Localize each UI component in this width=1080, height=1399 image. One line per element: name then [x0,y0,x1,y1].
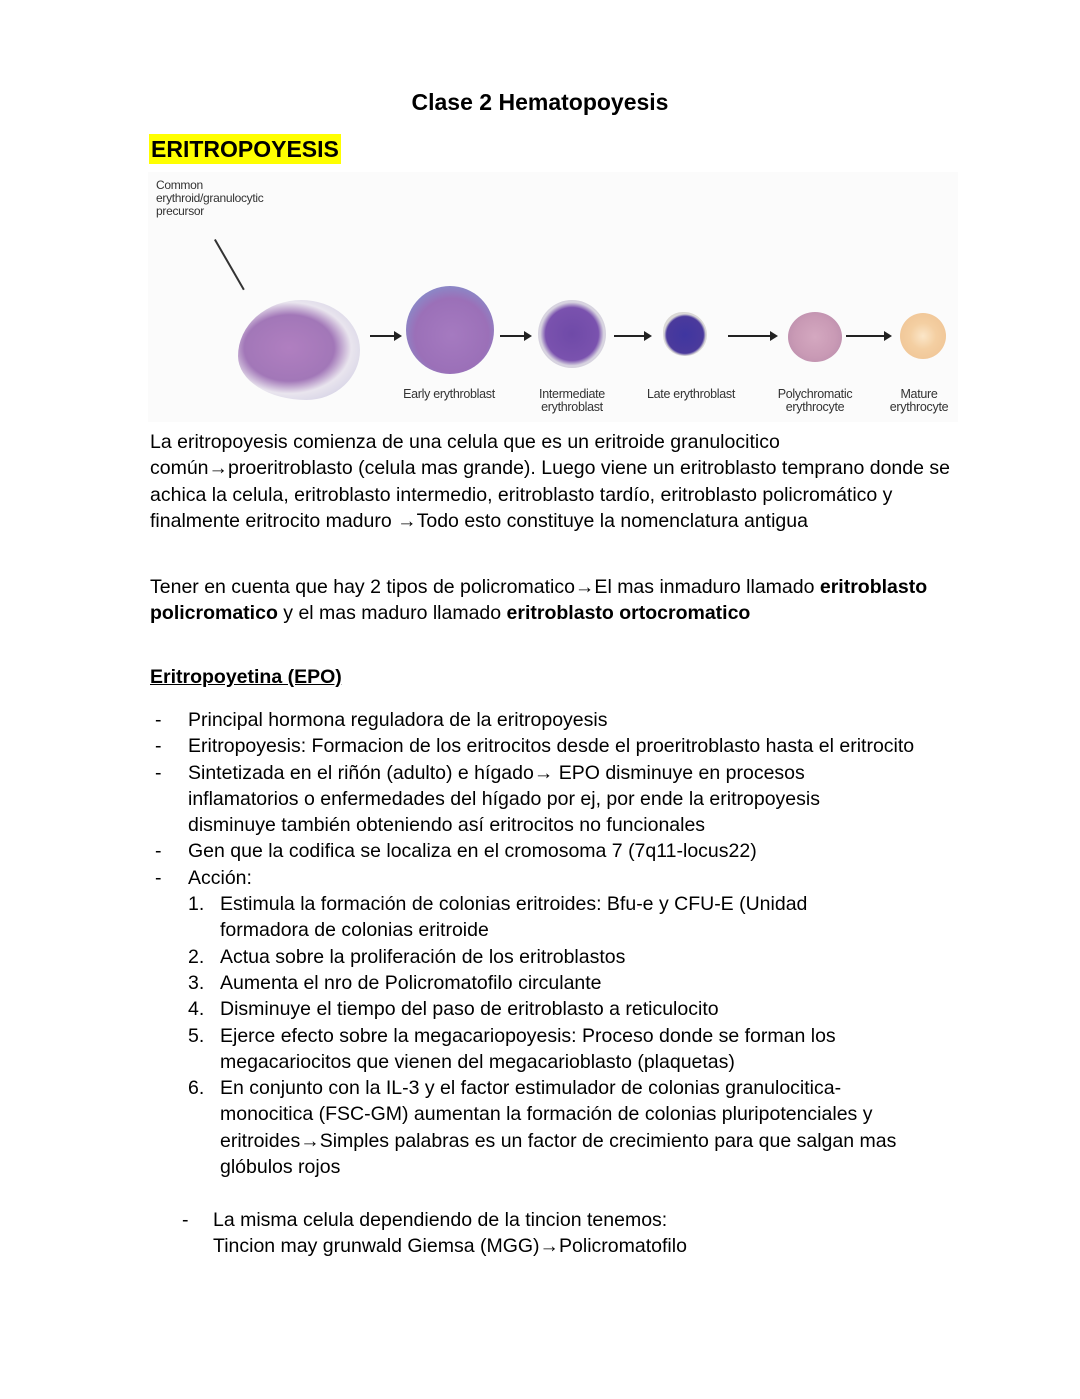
staining-note [176,1207,936,1260]
erythropoiesis-figure [148,172,958,422]
item-number: 2. [188,945,205,968]
action-item [188,996,933,1022]
list-item-text: Gen que la codifica se localiza en el cromosoma 7 (7q11-locus22) [188,840,757,863]
dash-bullet: - [155,709,162,731]
action-text: En conjunto con la IL-3 y el factor estimulador de colonias granulocitica-monocitica (FSC-GM) aumentan la formación de colonias pluripotenciales y eritroides→Simples palabras es un factor de crecimiento para que salgan mas glóbulos rojos [220,1077,897,1179]
early-erythroblast-image [406,286,494,374]
list-item-text: Eritropoyesis: Formacion de los eritrocitos desde el proeritroblasto hasta el eritrocito [188,735,915,758]
list-item [150,760,950,839]
precursor-label [156,179,263,218]
page-title-text: Clase 2 Hematopoyesis [411,89,669,115]
note-text: y el mas maduro llamado [277,602,507,625]
epo-heading: Eritropoyetina (EPO) [150,666,342,688]
item-number: 4. [188,998,205,1021]
precursor-cell-image [238,300,360,400]
caption-line: erythrocyte [889,400,949,414]
term-eritroblasto-policromatico: eritroblasto policromatico [150,576,928,625]
action-text: Ejerce efecto sobre la megacariopoyesis: Proceso donde se forman los megacariocitos que vienen del megacarioblasto (plaquetas) [220,1024,836,1073]
caption-line: Polychromatic [777,387,853,401]
list-item [150,838,950,864]
precursor-label-line: precursor [156,204,204,218]
arrow-icon [846,335,890,337]
arrow-icon [614,335,650,337]
action-numbered-list [188,891,933,1180]
polychromatic-erythrocyte-caption [762,388,868,414]
list-item [150,733,950,759]
precursor-label-line: erythroid/granulocytic [156,191,264,205]
action-item [188,1075,933,1180]
arrow-icon [500,335,530,337]
caption-line: erythroblast [541,400,603,414]
late-erythroblast-image [663,312,707,356]
note-paragraph [150,574,950,627]
polychromatic-erythrocyte-image [788,312,842,362]
action-text: Disminuye el tiempo del paso de eritroblasto a reticulocito [220,998,719,1021]
action-text: Aumenta el nro de Policromatofilo circulante [220,971,602,994]
action-text: Estimula la formación de colonias eritroides: Bfu-e y CFU-E (Unidad formadora de colonias eritroide [220,893,808,942]
late-erythroblast-caption: Late erythroblast [646,387,735,401]
note-text: Tener en cuenta que hay 2 tipos de policromatico→El mas inmaduro llamado [150,576,820,598]
action-item [188,970,933,996]
item-number: 6. [188,1077,205,1100]
section-heading-eritropoyesis: ERITROPOYESIS [151,136,339,162]
precursor-label-line: Common [156,178,203,192]
item-number: 1. [188,893,205,916]
list-item-text: Sintetizada en el riñón (adulto) e hígado→ EPO disminuye en procesos inflamatorios o enfermedades del hígado por ej, por ende la eritropoyesis disminuye también obteniendo así eritrocitos no funcionales [188,761,820,837]
list-item [150,707,950,733]
mature-erythrocyte-image [900,313,946,359]
caption-line: Intermediate [539,387,605,401]
list-item-text: Principal hormona reguladora de la eritropoyesis [188,709,608,731]
intermediate-erythroblast-caption [522,388,622,414]
intermediate-erythroblast-image [538,300,606,368]
mature-erythrocyte-caption [878,388,960,414]
dash-bullet: - [155,735,162,758]
caption-line: Mature [900,387,938,401]
intro-paragraph: La eritropoyesis comienza de una celula que es un eritroide granulocitico común→proeritroblasto (celula mas grande). Luego viene un eritroblasto temprano donde se achica la celula, eritroblasto intermedio, eritroblasto tardío, eritroblasto policromático y finalmente eritrocito maduro →Todo esto constituye la nomenclatura antigua [150,431,950,532]
pointer-line [214,239,245,290]
caption-line: erythrocyte [785,400,845,414]
action-item [188,1023,933,1076]
action-text: Actua sobre la proliferación de los eritroblastos [220,945,626,968]
action-item [188,891,933,944]
dash-bullet: - [155,840,162,863]
list-item-text: Acción: [188,866,252,889]
term-eritroblasto-ortocromatico: eritroblasto ortocromatico [506,602,751,625]
dash-bullet: - [155,866,162,889]
staining-line: La misma celula dependiendo de la tincion tenemos: [213,1209,668,1231]
item-number: 5. [188,1024,205,1047]
page-title [0,89,1080,116]
dash-bullet: - [182,1209,189,1231]
action-item [188,944,933,970]
dash-bullet: - [155,761,162,784]
staining-line: Tincion may grunwald Giemsa (MGG)→Policromatofilo [213,1235,687,1258]
list-item [150,865,950,1181]
early-erythroblast-caption: Early erythroblast [403,387,495,401]
arrow-icon [728,335,776,337]
item-number: 3. [188,971,205,994]
arrow-icon [370,335,400,337]
epo-bullet-list [150,707,950,1180]
